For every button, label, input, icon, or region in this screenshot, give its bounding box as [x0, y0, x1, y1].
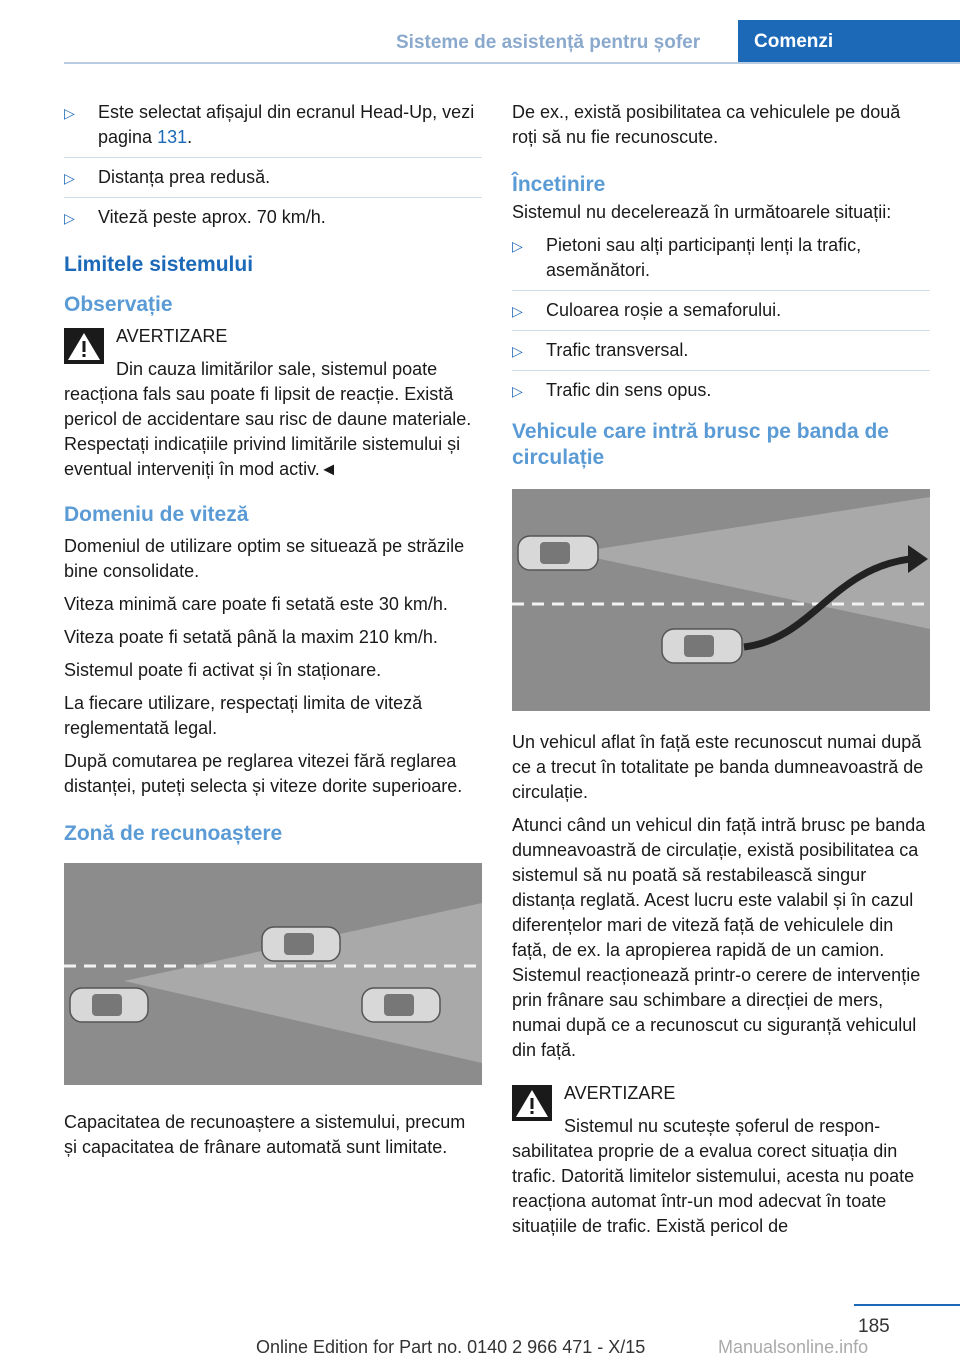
edition-line: Online Edition for Part no. 0140 2 966 471 - X/15 [256, 1337, 646, 1357]
page-link[interactable]: 131 [157, 127, 188, 147]
warning-box [512, 1081, 930, 1239]
warning-triangle-icon [64, 328, 104, 364]
warning-title: AVERTIZARE [116, 326, 228, 346]
heading-deceleration: Încetinire [512, 173, 606, 196]
warning-text: Din cauza limitărilor sale, sistemul poate reacționa fals sau poate fi lipsit de reacție. Există pericol de accidentare sau risc de daune materiale. Respectați indicațiile privind limitările sistemului și eventual interveniți în mod activ.◄ [64, 359, 472, 479]
list-item: ▷ Distanța prea redusă. [64, 165, 482, 190]
warning-text: Sistemul nu scutește șoferul de responsabilitatea proprie de a evalua corect situația din trafic. Datorită limitelor sistemului, acesta nu poate reacționa automat într-un mod adecvat în toate situațiile de trafic. Există pericol de [512, 1116, 915, 1236]
paragraph: Atunci când un vehicul din față intră brusc pe banda dumneavoastră de circulație, există posibilitatea ca sistemul să nu poată să restabilească singur distanța reglată. Acest lucru este valabil și în cazul diferențelor mari de viteză față de vehiculele din față, de ex. la apropierea rapidă de un camion. Sistemul reacționează printr-o cerere de intervenție prin frânare sau schimbare a direcției de mers, numai după ce a recunoscut cu siguranță vehiculul din față. [512, 815, 926, 1060]
paragraph: Sistemul nu decelerează în următoarele situații: [512, 202, 892, 222]
paragraph: După comutarea pe reglarea vitezei fără reglarea distanței, puteți selecta și viteze dorite superioare. [64, 751, 463, 796]
triangle-bullet-icon: ▷ [512, 383, 523, 399]
left-column [64, 100, 482, 1168]
car-icon [518, 536, 598, 570]
triangle-bullet-icon: ▷ [64, 105, 75, 121]
warning-box [64, 324, 482, 482]
car-icon [70, 988, 148, 1022]
warning-title: AVERTIZARE [564, 1083, 676, 1103]
chapter-tab: Comenzi [738, 20, 960, 62]
divider [512, 370, 930, 371]
heading-note: Observație [64, 293, 173, 316]
right-column [512, 100, 930, 1247]
paragraph: Sistemul poate fi activat și în staționare. [64, 660, 382, 680]
detection-zone-figure [64, 863, 482, 1085]
footer-rule [854, 1304, 960, 1306]
paragraph: Un vehicul aflat în față este recunoscut numai după ce a trecut în totalitate pe banda dumneavoastră de circulație. [512, 732, 924, 802]
heading-cut-in-vehicles: Vehicule care intră brusc pe banda de circulație [512, 420, 889, 469]
heading-speed-range: Domeniu de viteză [64, 503, 249, 526]
paragraph: Viteza minimă care poate fi setată este 30 km/h. [64, 594, 448, 614]
list-item: ▷ Viteză peste aprox. 70 km/h. [64, 205, 482, 230]
divider [512, 290, 930, 291]
triangle-bullet-icon: ▷ [512, 238, 523, 254]
running-header-section: Sisteme de asistență pentru șofer [396, 32, 701, 53]
header-rule [64, 62, 960, 64]
triangle-bullet-icon: ▷ [512, 343, 523, 359]
list-item: ▷ Pietoni sau alți participanți lenți la trafic, asemănători. [512, 235, 862, 280]
divider [512, 330, 930, 331]
page-number: 185 [858, 1316, 890, 1337]
divider [64, 157, 482, 158]
list-item: ▷ Trafic transversal. [512, 338, 930, 363]
paragraph: Domeniul de utilizare optim se situează pe străzile bine consolidate. [64, 536, 465, 581]
triangle-bullet-icon: ▷ [64, 210, 75, 226]
heading-system-limits: Limitele sistemului [64, 253, 254, 276]
heading-detection-zone: Zonă de recunoaștere [64, 822, 283, 845]
triangle-bullet-icon: ▷ [512, 303, 523, 319]
warning-triangle-icon [512, 1085, 552, 1121]
figure-caption: Capacitatea de recunoaștere a sistemului, precum și capacitatea de frânare automată sunt limitate. [64, 1112, 466, 1157]
list-item: ▷ Culoarea roșie a semaforului. [512, 298, 930, 323]
divider [64, 197, 482, 198]
car-icon [662, 629, 742, 663]
cut-in-figure [512, 489, 930, 711]
list-item: ▷ Este selectat afișajul din ecranul Head-Up, vezi pagina 131. [64, 102, 475, 147]
triangle-bullet-icon: ▷ [64, 170, 75, 186]
paragraph: Viteza poate fi setată până la maxim 210 km/h. [64, 627, 438, 647]
car-icon [262, 927, 340, 961]
watermark: Manualsonline.info [718, 1337, 869, 1357]
car-icon [362, 988, 440, 1022]
paragraph: De ex., există posibilitatea ca vehiculele pe două roți să nu fie recunoscute. [512, 102, 901, 147]
paragraph: La fiecare utilizare, respectați limita de viteză reglementată legal. [64, 693, 423, 738]
list-item: ▷ Trafic din sens opus. [512, 378, 930, 403]
